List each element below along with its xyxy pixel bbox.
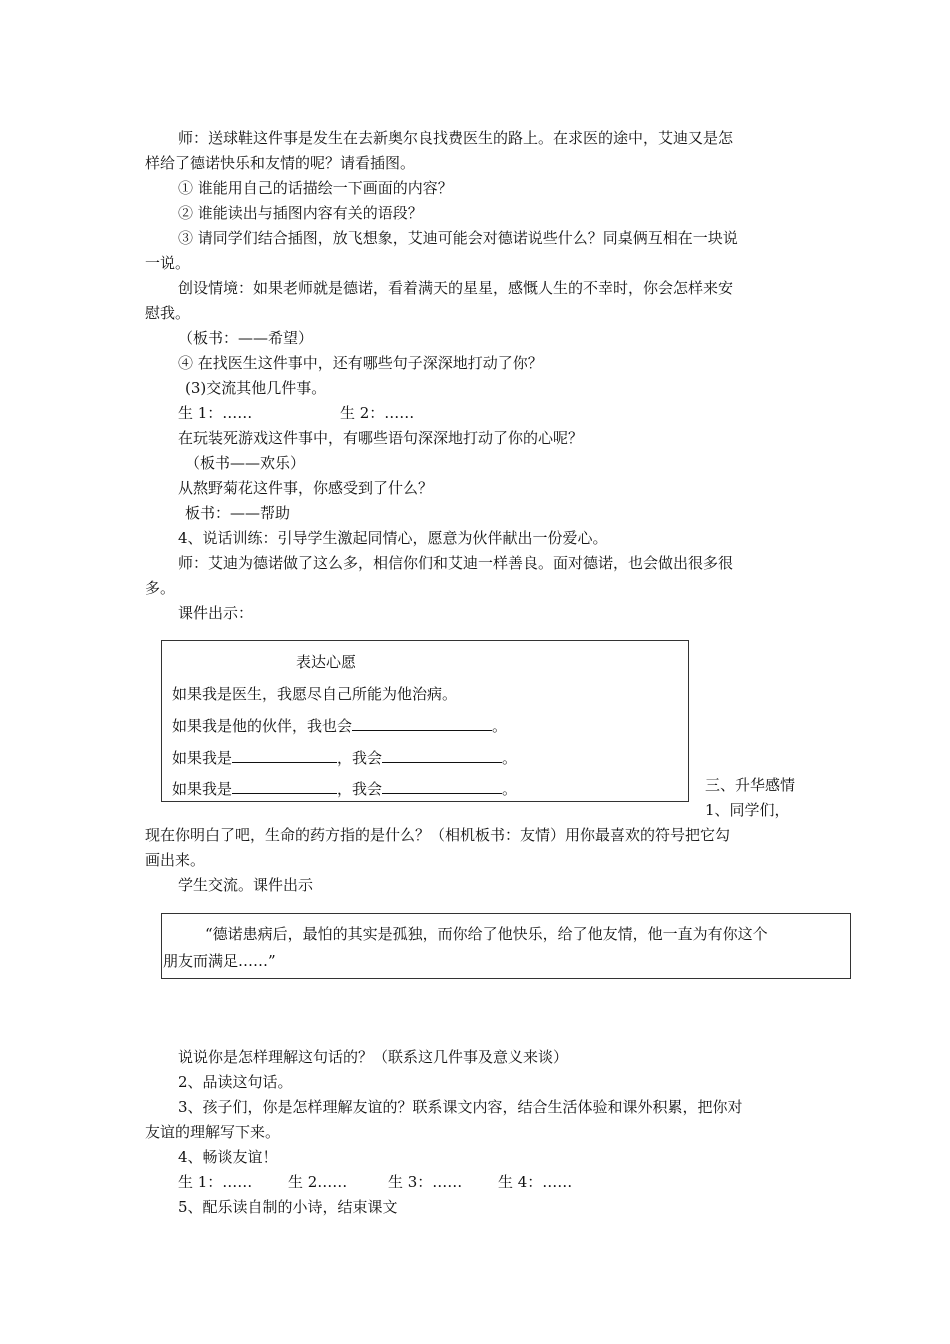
step-2: 2、品读这句话。 xyxy=(178,1073,293,1091)
question-3: ③ 请同学们结合插图，放飞想象，艾迪可能会对德诺说些什么？同桌俩互相在一块说 xyxy=(178,229,738,247)
paragraph-line: 多。 xyxy=(145,579,176,597)
paragraph-line: 样给了德诺快乐和友情的呢？请看插图。 xyxy=(145,154,416,172)
paragraph-line: 友谊的理解写下来。 xyxy=(145,1123,281,1141)
paragraph-line: 师：送球鞋这件事是发生在去新奥尔良找费医生的路上。在求医的途中，艾迪又是怎 xyxy=(178,129,734,147)
wish-line-2: 如果我是他的伙伴，我也会 。 xyxy=(172,717,508,735)
paragraph-line: 从熬野菊花这件事，你感受到了什么？ xyxy=(178,479,434,497)
student-1: 生 1：…… xyxy=(178,404,253,422)
wish-box-title: 表达心愿 xyxy=(296,653,357,671)
quote-line: 朋友而满足……” xyxy=(163,952,276,970)
blank-field xyxy=(382,748,502,763)
student-2: 生 2：…… xyxy=(340,404,415,422)
wish-line-1: 如果我是医生，我愿尽自己所能为他治病。 xyxy=(172,685,458,703)
paragraph-line: 在玩装死游戏这件事中，有哪些语句深深地打动了你的心呢？ xyxy=(178,429,584,447)
step-4: 4、说话训练：引导学生激起同情心，愿意为伙伴献出一份爱心。 xyxy=(178,529,608,547)
blank-field xyxy=(352,716,492,731)
paragraph-line: 师：艾迪为德诺做了这么多，相信你们和艾迪一样善良。面对德诺，也会做出很多很 xyxy=(178,554,734,572)
quote-line: “德诺患病后，最怕的其实是孤独，而你给了他快乐，给了他友情，他一直为有你这个 xyxy=(205,925,768,943)
question-1: ① 谁能用自己的话描绘一下画面的内容？ xyxy=(178,179,453,197)
paragraph-line: 说说你是怎样理解这句话的？（联系这几件事及意义来谈） xyxy=(178,1048,569,1066)
courseware-label: 课件出示： xyxy=(178,604,254,622)
paragraph-line: 慰我。 xyxy=(145,304,191,322)
blank-field xyxy=(382,779,502,794)
student-4: 生 4：…… xyxy=(498,1173,573,1191)
item-1-start: 1、同学们， xyxy=(705,801,790,819)
question-4: ④ 在找医生这件事中，还有哪些句子深深地打动了你？ xyxy=(178,354,543,372)
board-note-hope: （板书：——希望） xyxy=(178,329,314,347)
wish-line-3: 如果我是 ，我会 。 xyxy=(172,749,518,767)
question-2: ② 谁能读出与插图内容有关的语段？ xyxy=(178,204,423,222)
step-4: 4、畅谈友谊！ xyxy=(178,1148,278,1166)
student-1: 生 1：…… xyxy=(178,1173,253,1191)
section-heading: 三、升华感情 xyxy=(705,776,796,794)
step-5: 5、配乐读自制的小诗，结束课文 xyxy=(178,1198,398,1216)
exchange-line: 学生交流。课件出示 xyxy=(178,876,314,894)
student-2: 生 2…… xyxy=(288,1173,348,1191)
paragraph-line: 一说。 xyxy=(145,254,191,272)
scenario-line: 创设情境：如果老师就是德诺，看着满天的星星，感慨人生的不幸时，你会怎样来安 xyxy=(178,279,734,297)
step-3: 3、孩子们，你是怎样理解友谊的？联系课文内容，结合生活体验和课外积累，把你对 xyxy=(178,1098,743,1116)
blank-field xyxy=(232,779,337,794)
item-1-line: 现在你明白了吧，生命的药方指的是什么？（相机板书：友情）用你最喜欢的符号把它勾 xyxy=(145,826,731,844)
student-3: 生 3：…… xyxy=(388,1173,463,1191)
board-note-help: 板书：——帮助 xyxy=(185,504,291,522)
wish-line-4: 如果我是 ，我会 。 xyxy=(172,780,518,798)
item-1-line: 画出来。 xyxy=(145,851,206,869)
board-note-joy: （板书——欢乐） xyxy=(185,454,306,472)
blank-field xyxy=(232,748,337,763)
step-3: (3)交流其他几件事。 xyxy=(185,379,327,397)
